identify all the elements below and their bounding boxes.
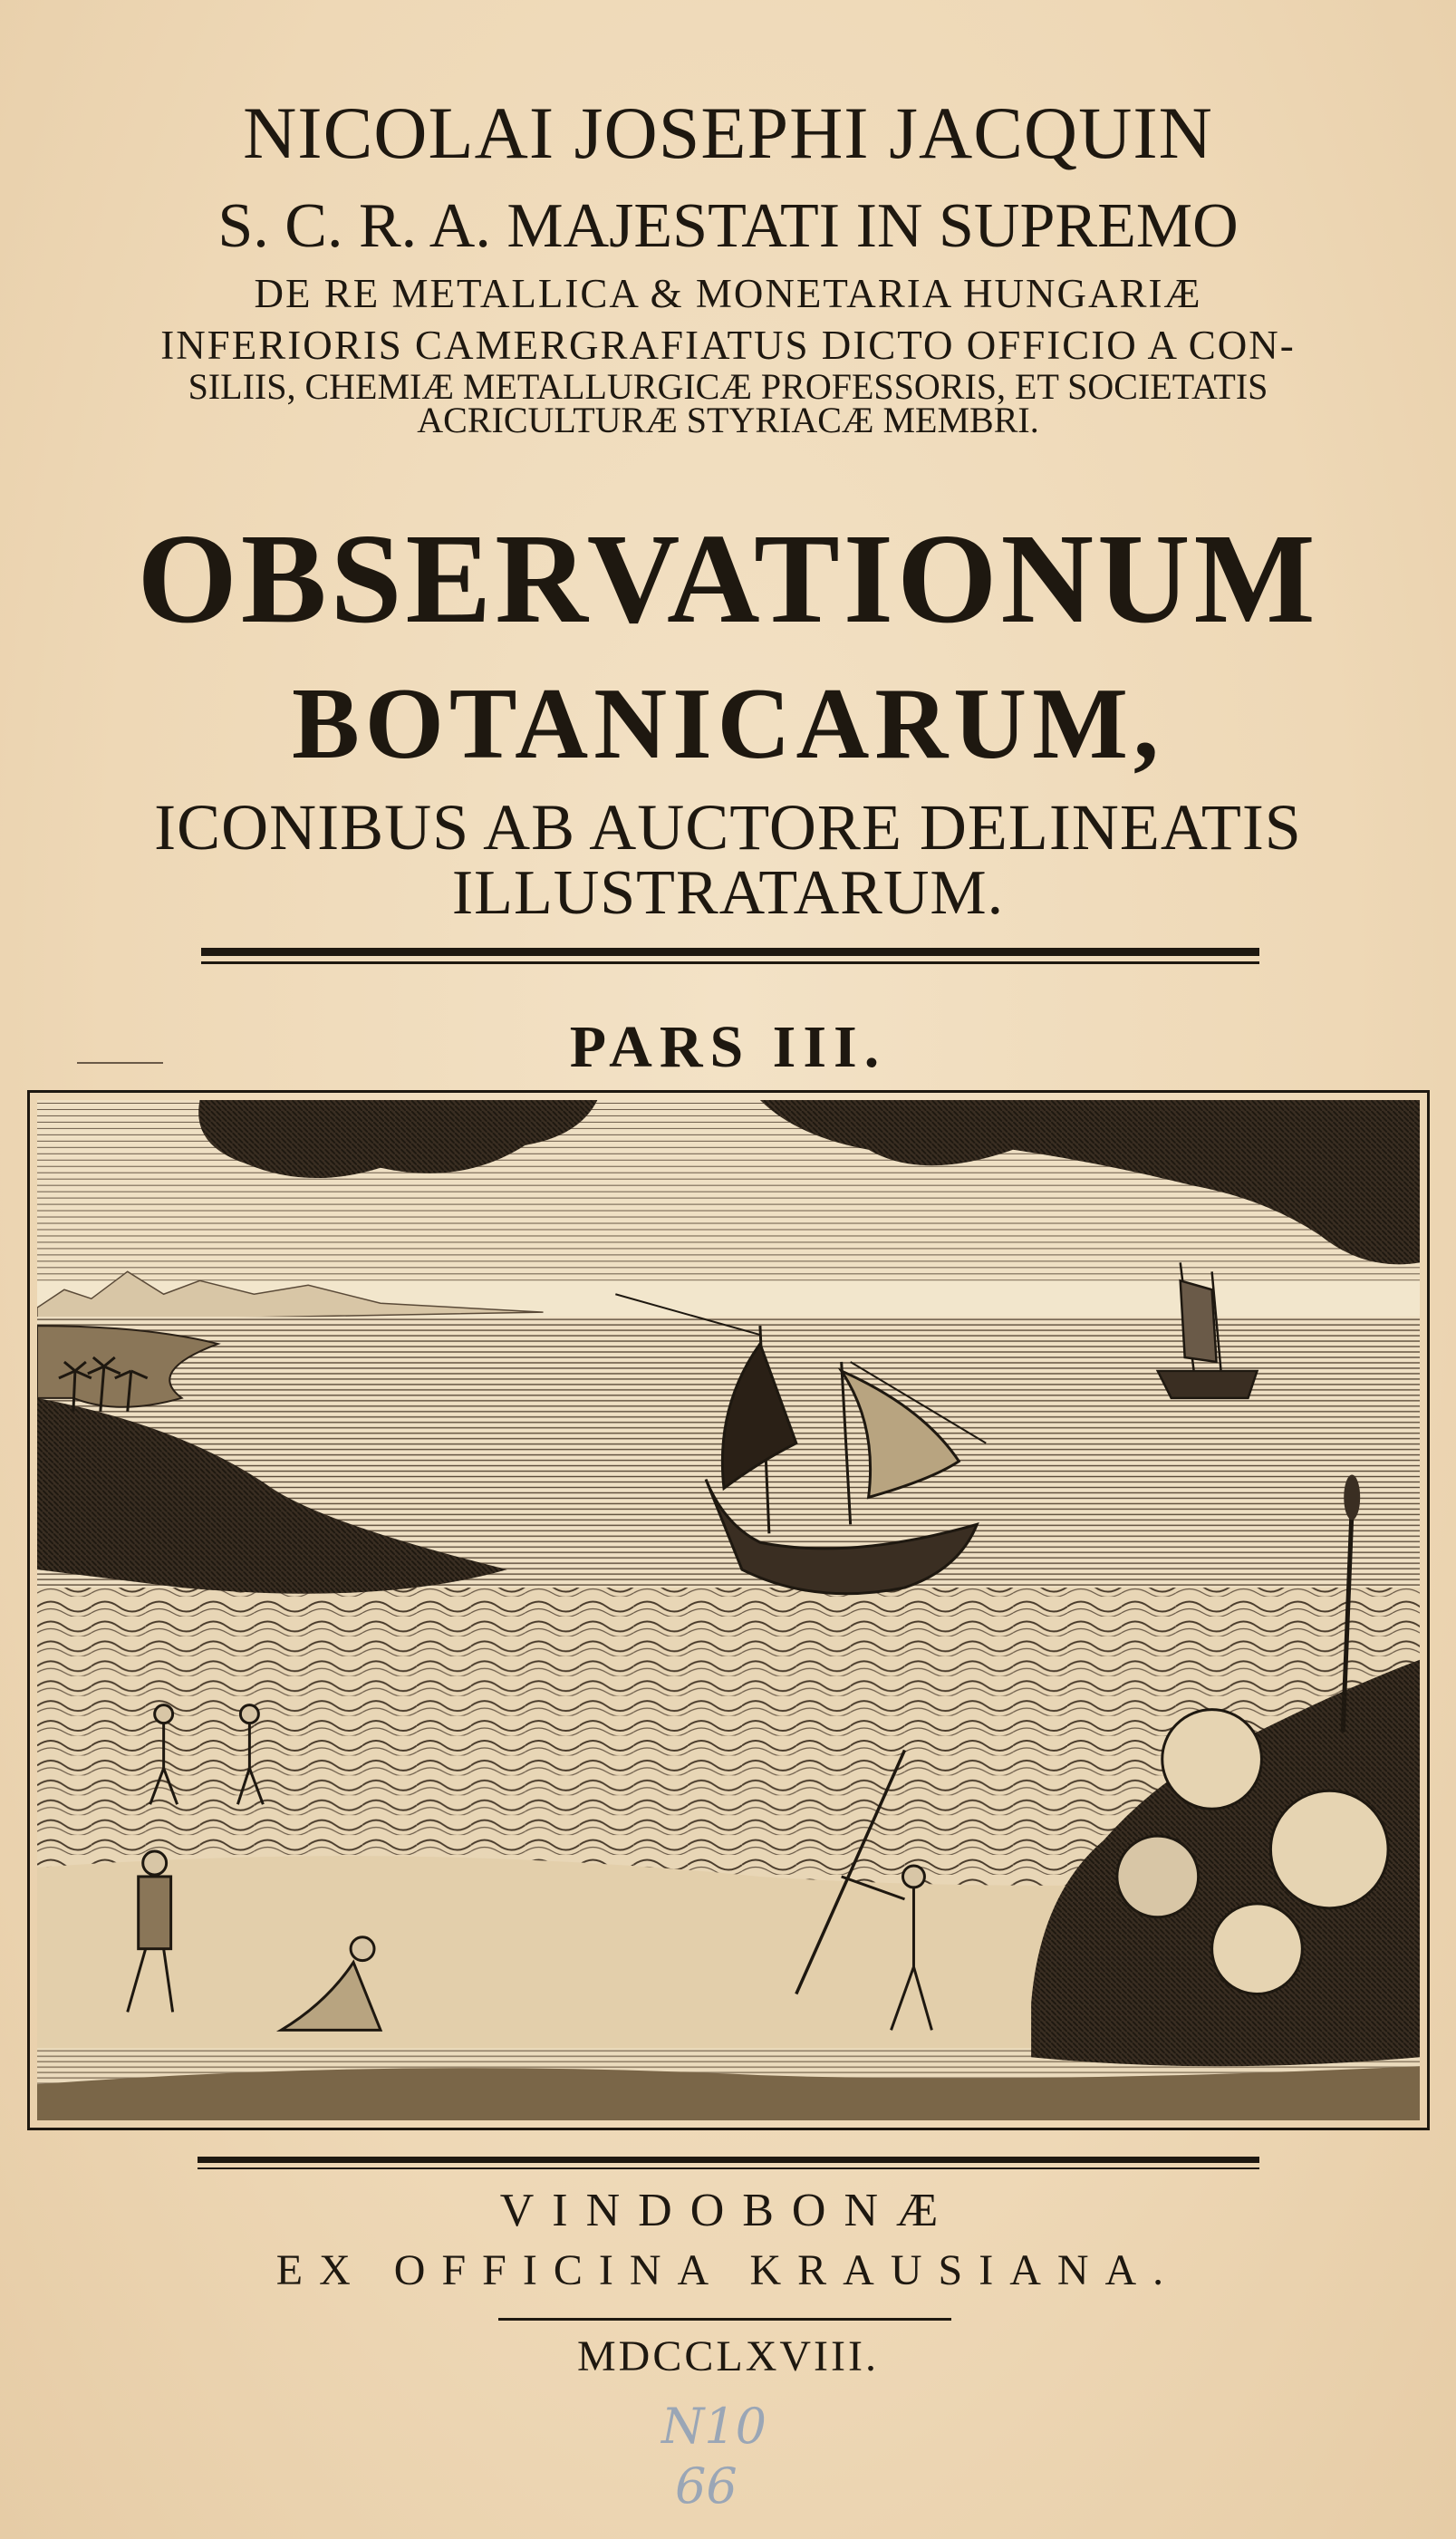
engraved-plate [27,1090,1430,2130]
year-rule [498,2318,951,2321]
part-number: PARS III. [569,1014,887,1080]
lower-divider-thin [198,2167,1259,2169]
author-office-line-4: ACRICULTURÆ STYRIACÆ MEMBRI. [417,400,1039,440]
author-office-line-1: DE RE METALLICA & MONETARIA HUNGARIÆ [254,271,1202,316]
lower-divider-thick [198,2157,1259,2163]
subtitle-line-1: ICONIBUS AB AUCTORE DELINEATIS [154,791,1302,864]
imprint-city: VINDOBONÆ [499,2185,957,2236]
author-title-line: S. C. R. A. MAJESTATI IN SUPREMO [217,191,1239,261]
shelfmark-note-1: N10 [661,2398,767,2455]
main-title: OBSERVATIONUM [137,507,1319,650]
shelfmark-note-2: 66 [675,2457,738,2515]
divider-thin [201,961,1259,964]
main-title-2: BOTANICARUM, [292,668,1164,780]
divider-thick [201,948,1259,956]
author-office-line-2: INFERIORIS CAMERGRAFIATUS DICTO OFFICIO A CON- [160,323,1296,368]
seascape-engraving [37,1100,1420,2120]
author-office-line-3: SILIIS, CHEMIÆ METALLURGICÆ PROFESSORIS, ET SOCIETATIS [188,366,1268,407]
author-line: NICOLAI JOSEPHI JACQUIN [243,92,1213,174]
subtitle-line-2: ILLUSTRATARUM. [451,858,1005,928]
imprint-printer: EX OFFICINA KRAUSIANA. [275,2246,1181,2294]
imprint-year: MDCCLXVIII. [577,2332,879,2380]
